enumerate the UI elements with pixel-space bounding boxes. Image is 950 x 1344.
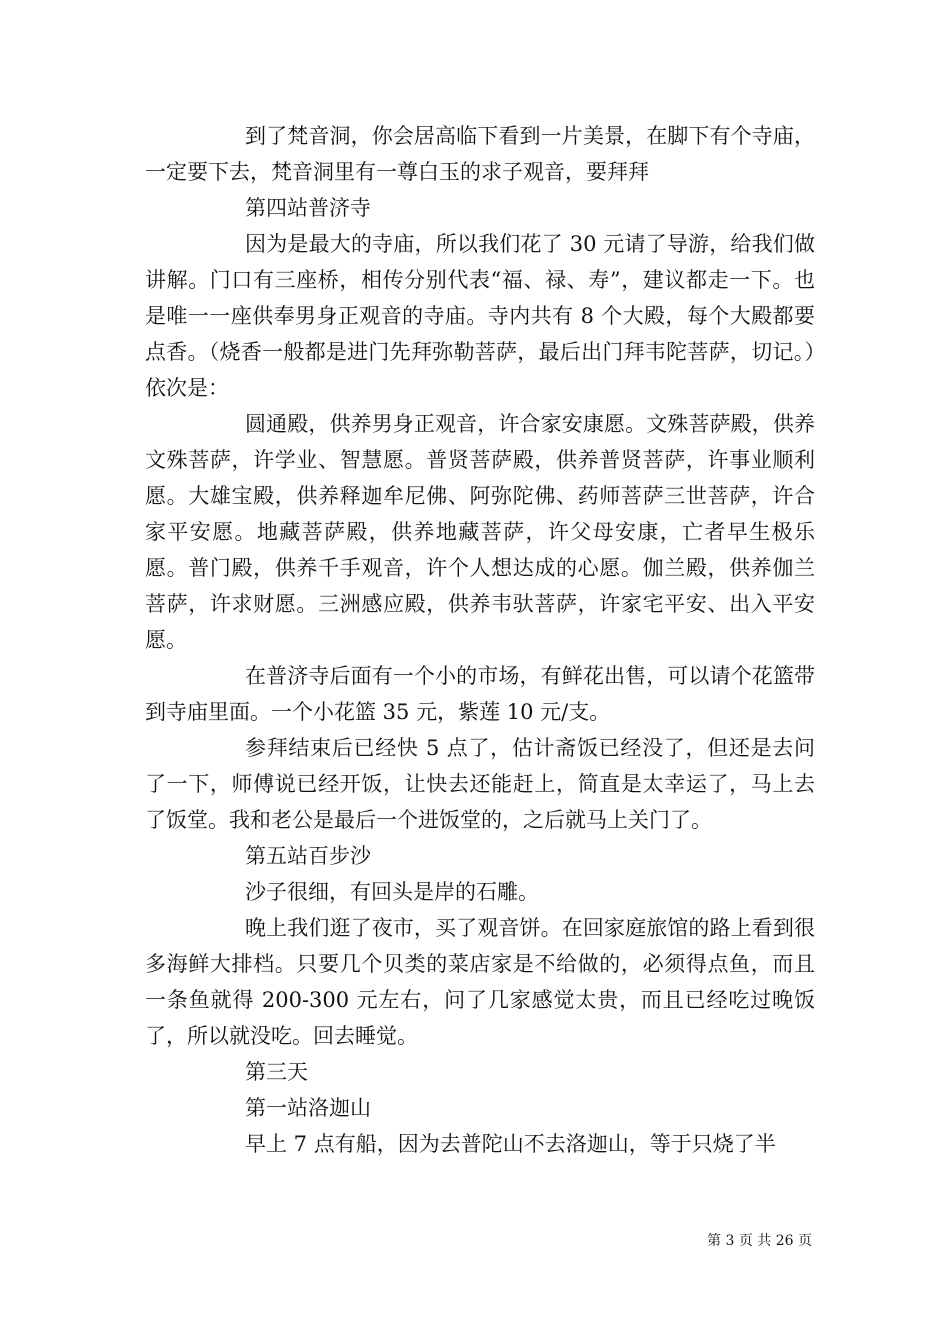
section-heading-luojia-mountain: 第一站洛迦山: [245, 1096, 371, 1120]
document-body: [145, 118, 815, 1162]
paragraph-vegetarian-meal: 参拜结束后已经快 5 点了，估计斋饭已经没了，但还是去问了一下，师傅说已经开饭，让快去还能赶上，简直是太幸运了，马上去了饭堂。我和老公是最后一个进饭堂的，之后就马上关门了。: [145, 736, 815, 832]
paragraph-morning-boat: 早上 7 点有船，因为去普陀山不去洛迦山，等于只烧了半: [245, 1132, 776, 1156]
paragraph-halls-list: 圆通殿，供养男身正观音，许合家安康愿。文殊菩萨殿，供养文殊菩萨，许学业、智慧愿。普贤菩萨殿，供养普贤菩萨，许事业顺利愿。大雄宝殿，供养释迦牟尼佛、阿弥陀佛、药师菩萨三世菩萨，许合家平安愿。地藏菩萨殿，供养地藏菩萨，许父母安康，亡者早生极乐愿。普门殿，供养千手观音，许个人想达成的心愿。伽兰殿，供养伽兰菩萨，许求财愿。三洲感应殿，供养韦驮菩萨，许家宅平安、出入平安愿。: [145, 412, 815, 652]
paragraph-sand: 沙子很细，有回头是岸的石雕。: [245, 880, 539, 904]
paragraph-fanyin-cave: 到了梵音洞，你会居高临下看到一片美景，在脚下有个寺庙，一定要下去，梵音洞里有一尊白玉的求子观音，要拜拜: [145, 124, 815, 184]
section-heading-baibusha: 第五站百步沙: [245, 844, 371, 868]
paragraph-night-market: 晚上我们逛了夜市，买了观音饼。在回家庭旅馆的路上看到很多海鲜大排档。只要几个贝类的菜店家是不给做的，必须得点鱼，而且一条鱼就得 200-300 元左右，问了几家感觉太贵，而且已经吃过晚饭了，所以就没吃。回去睡觉。: [145, 916, 815, 1048]
section-heading-puji-temple: 第四站普济寺: [245, 196, 371, 220]
section-heading-day-three: 第三天: [245, 1060, 308, 1084]
paragraph-puji-intro: 因为是最大的寺庙，所以我们花了 30 元请了导游，给我们做讲解。门口有三座桥，相传分别代表“福、禄、寿”，建议都走一下。也是唯一一座供奉男身正观音的寺庙。寺内共有 8 个大殿，每个大殿都要点香。（烧香一般都是进门先拜弥勒菩萨，最后出门拜韦陀菩萨，切记。）依次是：: [145, 232, 815, 400]
paragraph-flower-market: 在普济寺后面有一个小的市场，有鲜花出售，可以请个花篮带到寺庙里面。一个小花篮 35 元，紫莲 10 元/支。: [145, 664, 815, 724]
page-number-footer: 第 3 页 共 26 页: [707, 1233, 812, 1249]
